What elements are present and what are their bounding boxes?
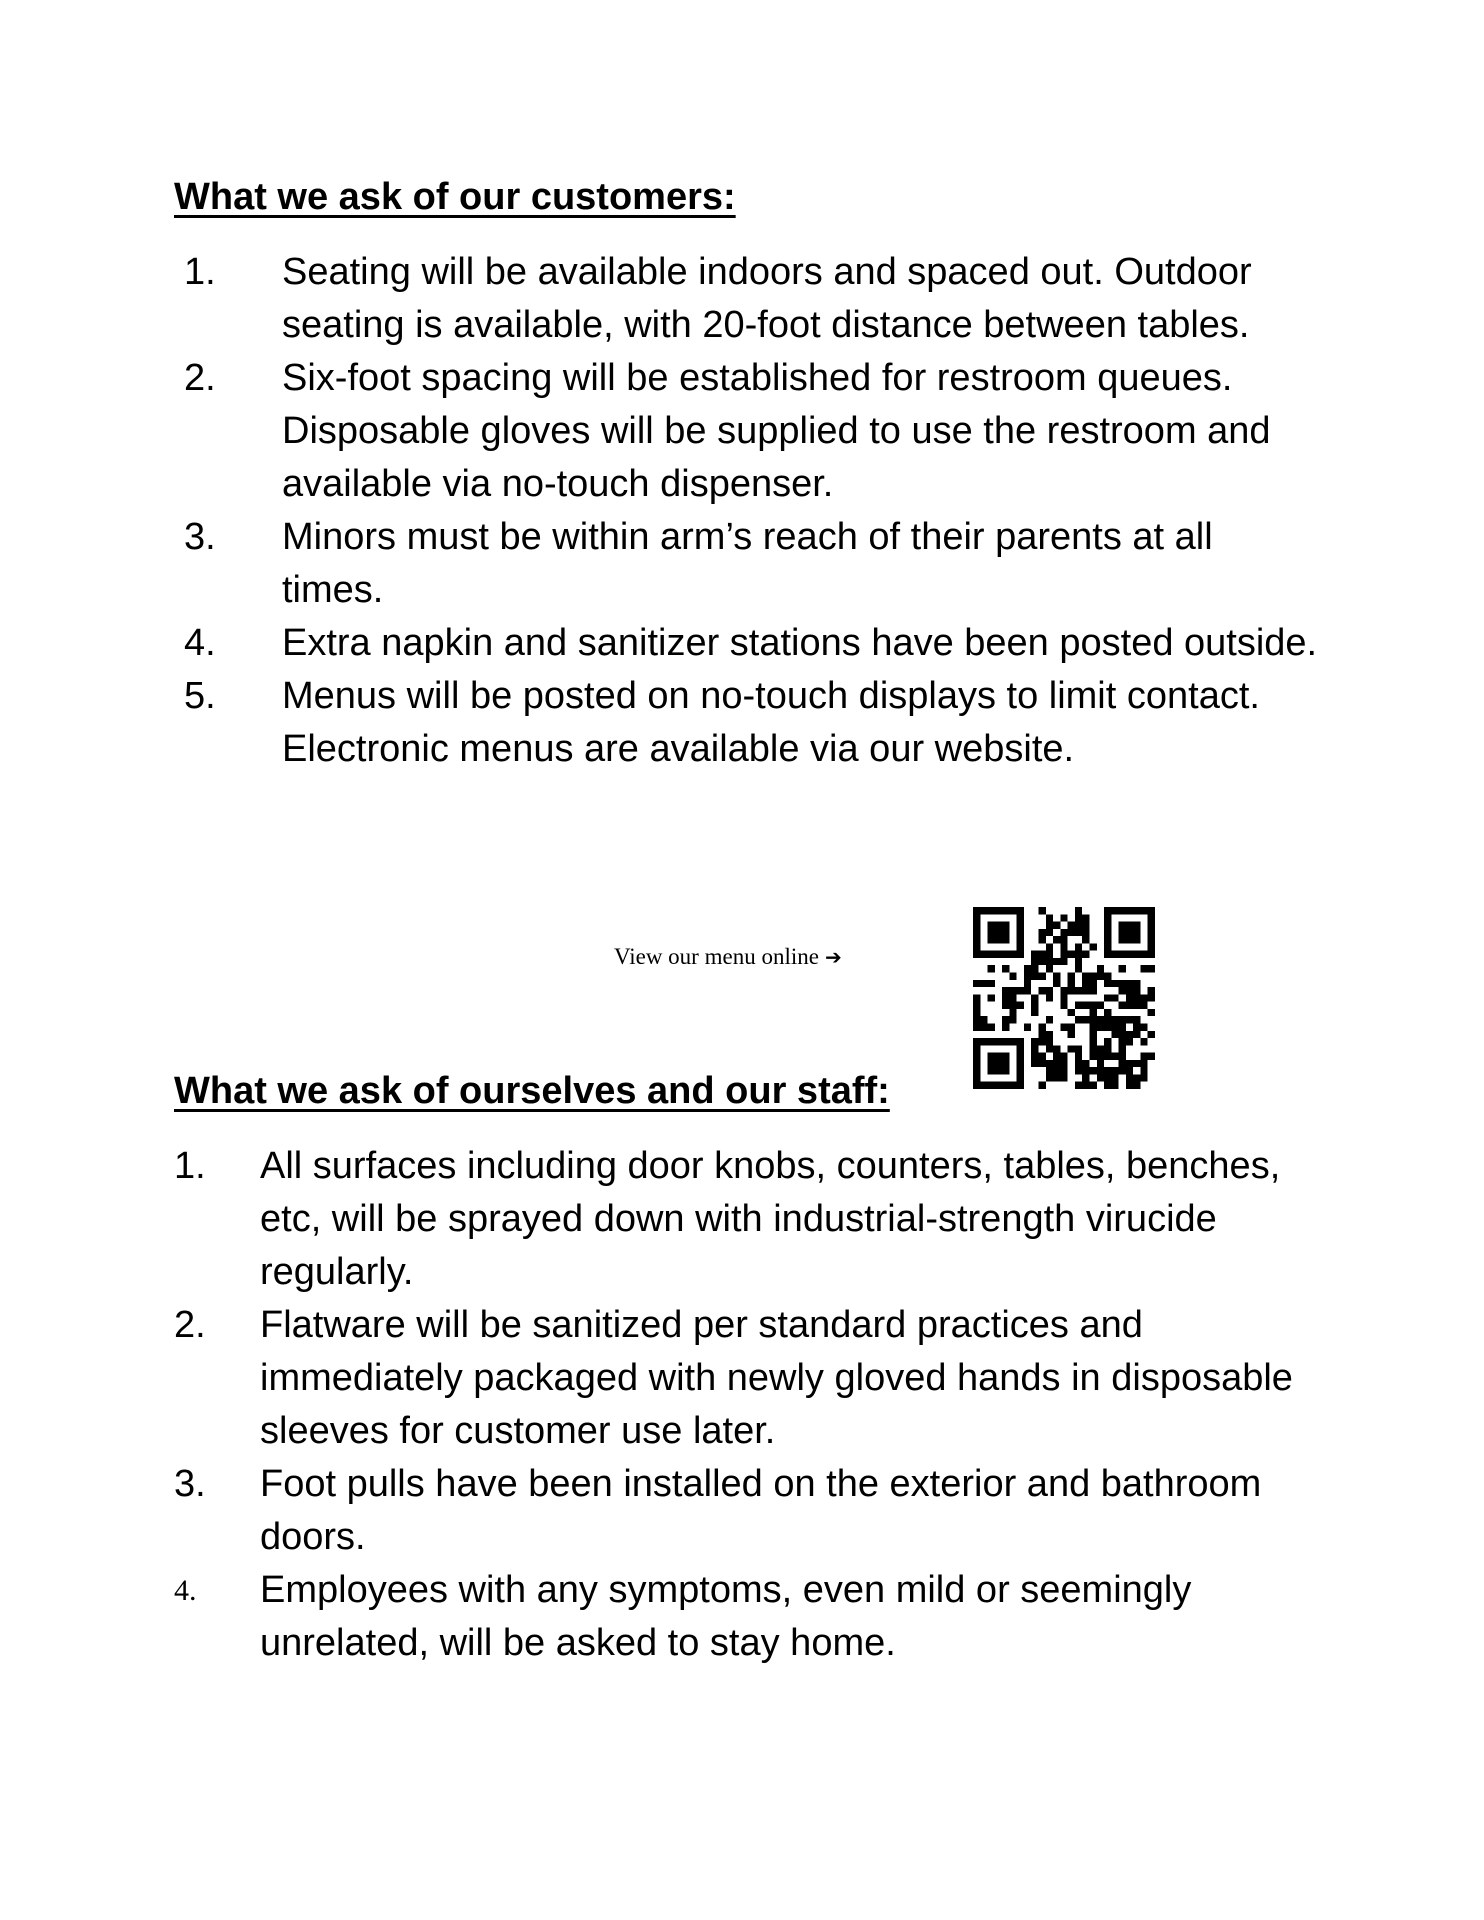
list-number: 2. bbox=[174, 1304, 206, 1346]
list-text: Foot pulls have been installed on the exterior and bathroom doors. bbox=[260, 1463, 1262, 1558]
staff-heading: What we ask of ourselves and our staff: bbox=[174, 1070, 890, 1112]
list-item bbox=[174, 1458, 1304, 1564]
list-item bbox=[184, 511, 1324, 617]
list-text: Minors must be within arm’s reach of their parents at all times. bbox=[282, 516, 1213, 611]
list-number: 1. bbox=[184, 251, 216, 293]
list-number: 4. bbox=[184, 622, 216, 664]
list-item bbox=[174, 1299, 1304, 1458]
list-number: 3. bbox=[174, 1463, 206, 1505]
list-item bbox=[184, 670, 1324, 776]
list-item bbox=[184, 352, 1324, 511]
qr-code-icon[interactable] bbox=[973, 907, 1155, 1089]
list-text: Employees with any symptoms, even mild or seemingly unrelated, will be asked to stay home. bbox=[260, 1569, 1192, 1664]
list-text: Seating will be available indoors and spaced out. Outdoor seating is available, with 20-foot distance between tables. bbox=[282, 251, 1252, 346]
list-text: Menus will be posted on no-touch displays to limit contact. Electronic menus are available via our website. bbox=[282, 675, 1260, 770]
list-text: Flatware will be sanitized per standard practices and immediately packaged with newly gloved hands in disposable sleeves for customer use later. bbox=[260, 1304, 1293, 1452]
list-text: Extra napkin and sanitizer stations have been posted outside. bbox=[282, 622, 1318, 664]
list-number: 5. bbox=[184, 675, 216, 717]
customers-heading: What we ask of our customers: bbox=[174, 176, 736, 218]
list-number: 2. bbox=[184, 357, 216, 399]
view-menu-online-link[interactable] bbox=[614, 944, 842, 970]
customers-list bbox=[184, 246, 1324, 776]
list-number: 4. bbox=[174, 1574, 197, 1607]
list-item bbox=[174, 1564, 1304, 1670]
view-menu-label: View our menu online bbox=[614, 944, 819, 969]
arrow-right-icon: ➔ bbox=[824, 945, 842, 969]
list-item bbox=[184, 617, 1324, 670]
list-number: 1. bbox=[174, 1145, 206, 1187]
staff-list bbox=[174, 1140, 1304, 1670]
list-item bbox=[174, 1140, 1304, 1299]
list-number: 3. bbox=[184, 516, 216, 558]
list-text: All surfaces including door knobs, counters, tables, benches, etc, will be sprayed down with industrial-strength virucide regularly. bbox=[260, 1145, 1281, 1293]
list-item bbox=[184, 246, 1324, 352]
list-text: Six-foot spacing will be established for restroom queues. Disposable gloves will be supplied to use the restroom and available via no-touch dispenser. bbox=[282, 357, 1271, 505]
